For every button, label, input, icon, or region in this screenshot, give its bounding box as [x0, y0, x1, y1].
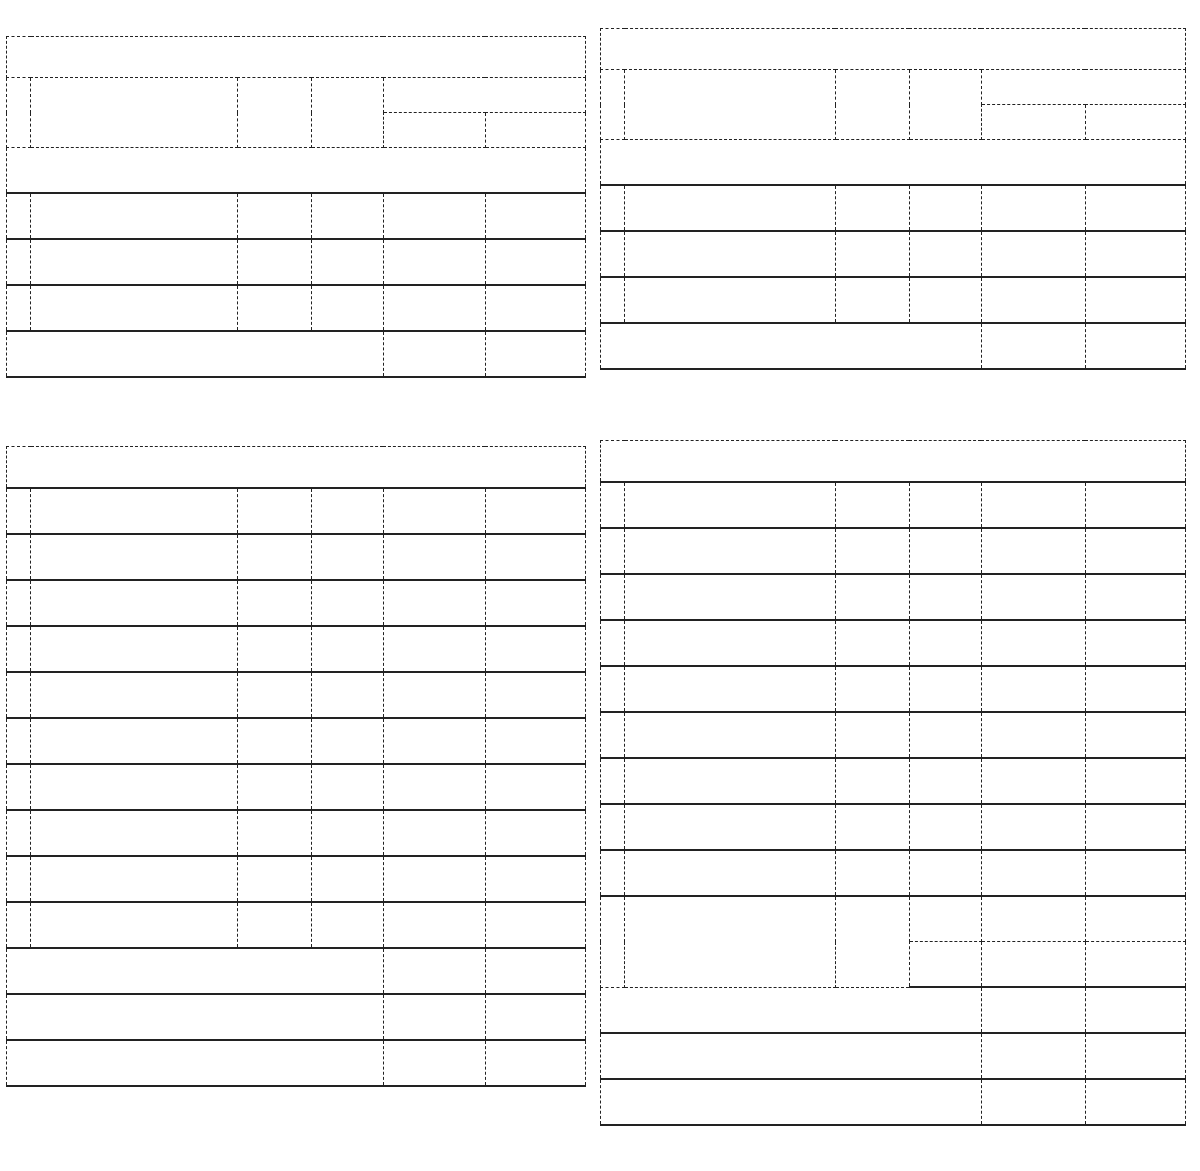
col-qty-header — [311, 78, 383, 148]
table-grid — [600, 28, 1186, 370]
table-grid — [600, 440, 1186, 1126]
subtotal-row — [7, 948, 384, 994]
col-amount-header — [383, 78, 585, 113]
table-row — [7, 764, 31, 810]
table-row — [601, 231, 625, 277]
col-unit-header — [237, 78, 311, 148]
table-row — [601, 574, 625, 620]
total-row — [7, 994, 384, 1040]
table-left-bottom — [6, 446, 586, 1087]
col-amount-b-header — [485, 113, 585, 148]
section-subheading — [601, 140, 1186, 186]
table-right-top — [600, 28, 1186, 370]
table-row — [7, 193, 31, 239]
table-row — [601, 666, 625, 712]
table-row — [601, 482, 625, 528]
table-grid — [6, 36, 586, 378]
col-name-header — [31, 78, 238, 148]
table-title — [601, 29, 1186, 70]
table-row — [7, 285, 31, 331]
table-row — [601, 850, 625, 896]
table-row — [7, 626, 31, 672]
table-row — [601, 528, 625, 574]
table-title — [7, 447, 586, 489]
table-right-bottom — [600, 440, 1186, 1126]
grand-total-row — [7, 1040, 384, 1086]
table-row — [601, 277, 625, 323]
subtotal-row — [601, 987, 982, 1033]
table-row — [601, 896, 625, 987]
table-row — [7, 239, 31, 285]
table-row — [7, 672, 31, 718]
table-row — [7, 534, 31, 580]
table-grid — [6, 446, 586, 1087]
table-row — [601, 758, 625, 804]
table-title — [601, 441, 1186, 483]
table-left-top — [6, 36, 586, 378]
table-row — [601, 712, 625, 758]
section-subheading — [7, 148, 586, 194]
table-row — [7, 856, 31, 902]
table-row — [7, 902, 31, 948]
total-row — [601, 1033, 982, 1079]
table-row — [7, 718, 31, 764]
table-row — [601, 185, 625, 231]
table-row — [7, 580, 31, 626]
table-row — [909, 942, 981, 988]
col-amount-a-header — [383, 113, 485, 148]
subtotal-row — [7, 331, 384, 377]
table-row — [7, 488, 31, 534]
table-row — [601, 620, 625, 666]
table-title — [7, 37, 586, 78]
grand-total-row — [601, 1079, 982, 1125]
table-row — [7, 810, 31, 856]
col-num-header — [7, 78, 31, 148]
subtotal-row — [601, 323, 982, 369]
table-row — [601, 804, 625, 850]
